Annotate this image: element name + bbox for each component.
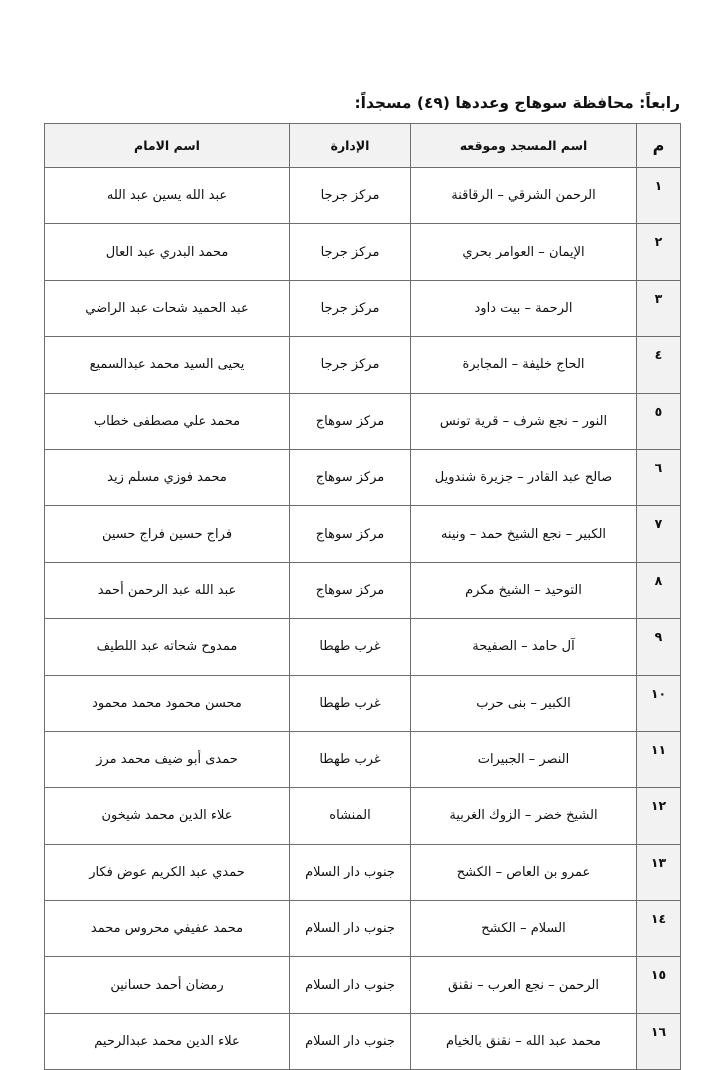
table-row [45, 844, 681, 900]
table-header [45, 124, 681, 168]
page-heading [354, 94, 680, 112]
table-row [45, 224, 681, 280]
imam-name: محمد عفيفي محروس محمد [45, 901, 290, 957]
header-mosque: اسم المسجد وموقعه [411, 124, 637, 168]
table-row [45, 731, 681, 787]
imam-name: علاء الدين محمد شيخون [45, 788, 290, 844]
mosque-name: التوحيد – الشيخ مكرم [411, 562, 637, 618]
admin-name: غرب طهطا [290, 619, 411, 675]
row-number: ١٣ [637, 844, 681, 900]
imam-name: عبد الله عبد الرحمن أحمد [45, 562, 290, 618]
mosque-name: صالح عبد القادر – جزيرة شندويل [411, 449, 637, 505]
row-number: ١٢ [637, 788, 681, 844]
table-row [45, 168, 681, 224]
mosques-table [44, 123, 681, 1070]
imam-name: محمد علي مصطفى خطاب [45, 393, 290, 449]
mosque-name: الرحمة – بيت داود [411, 280, 637, 336]
table-row [45, 619, 681, 675]
row-number: ٧ [637, 506, 681, 562]
admin-name: مركز سوهاج [290, 562, 411, 618]
imam-name: حمدى أبو ضيف محمد مرز [45, 731, 290, 787]
imam-name: محمد البدري عبد العال [45, 224, 290, 280]
table-row [45, 675, 681, 731]
admin-name: مركز جرجا [290, 280, 411, 336]
mosque-name: الحاج خليفة – المجابرة [411, 337, 637, 393]
row-number: ٨ [637, 562, 681, 618]
imam-name: يحيى السيد محمد عبدالسميع [45, 337, 290, 393]
table-row [45, 788, 681, 844]
header-number: م [637, 124, 681, 168]
admin-name: مركز سوهاج [290, 393, 411, 449]
row-number: ٦ [637, 449, 681, 505]
mosque-name: الرحمن – نجع العرب – نقنق [411, 957, 637, 1013]
mosque-name: الكبير – نجع الشيخ حمد – ونينه [411, 506, 637, 562]
row-number: ١١ [637, 731, 681, 787]
row-number: ١٦ [637, 1013, 681, 1069]
row-number: ٤ [637, 337, 681, 393]
imam-name: محسن محمود محمد محمود [45, 675, 290, 731]
imam-name: علاء الدين محمد عبدالرحيم [45, 1013, 290, 1069]
admin-name: جنوب دار السلام [290, 957, 411, 1013]
imam-name: عبد الله يسين عبد الله [45, 168, 290, 224]
mosque-name: النور – نجع شرف – قرية تونس [411, 393, 637, 449]
imam-name: رمضان أحمد حسانين [45, 957, 290, 1013]
admin-name: جنوب دار السلام [290, 1013, 411, 1069]
row-number: ١ [637, 168, 681, 224]
table-row [45, 337, 681, 393]
table-row [45, 393, 681, 449]
row-number: ١٠ [637, 675, 681, 731]
row-number: ٥ [637, 393, 681, 449]
imam-name: حمدي عبد الكريم عوض فكار [45, 844, 290, 900]
table-row [45, 901, 681, 957]
admin-name: مركز جرجا [290, 224, 411, 280]
imam-name: فراج حسين فراج حسين [45, 506, 290, 562]
admin-name: غرب طهطا [290, 731, 411, 787]
heading-lead: رابعاً: [639, 94, 680, 112]
mosque-name: محمد عبد الله – نقنق بالخيام [411, 1013, 637, 1069]
table-row [45, 280, 681, 336]
imam-name: محمد فوزي مسلم زيد [45, 449, 290, 505]
mosque-name: الكبير – بنى حرب [411, 675, 637, 731]
admin-name: جنوب دار السلام [290, 844, 411, 900]
imam-name: ممدوح شحاته عبد اللطيف [45, 619, 290, 675]
header-imam: اسم الامام [45, 124, 290, 168]
row-number: ١٤ [637, 901, 681, 957]
mosque-name: الشيخ خضر – الزوك الغربية [411, 788, 637, 844]
table-row [45, 506, 681, 562]
mosque-name: الرحمن الشرقي – الرقاقنة [411, 168, 637, 224]
heading-title: محافظة سوهاج وعددها (٤٩) مسجداً: [354, 94, 634, 112]
header-admin: الإدارة [290, 124, 411, 168]
admin-name: مركز جرجا [290, 337, 411, 393]
row-number: ٣ [637, 280, 681, 336]
table-row [45, 1013, 681, 1069]
mosque-name: آل حامد – الصفيحة [411, 619, 637, 675]
row-number: ٢ [637, 224, 681, 280]
admin-name: المنشاه [290, 788, 411, 844]
row-number: ٩ [637, 619, 681, 675]
imam-name: عبد الحميد شحات عبد الراضي [45, 280, 290, 336]
header-row [45, 124, 681, 168]
mosque-name: الإيمان – العوامر بحري [411, 224, 637, 280]
admin-name: مركز سوهاج [290, 449, 411, 505]
admin-name: غرب طهطا [290, 675, 411, 731]
row-number: ١٥ [637, 957, 681, 1013]
mosque-name: عمرو بن العاص – الكشح [411, 844, 637, 900]
admin-name: مركز سوهاج [290, 506, 411, 562]
admin-name: مركز جرجا [290, 168, 411, 224]
mosque-name: السلام – الكشح [411, 901, 637, 957]
table-row [45, 449, 681, 505]
table-body [45, 168, 681, 1070]
table-row [45, 562, 681, 618]
table-row [45, 957, 681, 1013]
admin-name: جنوب دار السلام [290, 901, 411, 957]
mosque-name: النصر – الجبيرات [411, 731, 637, 787]
